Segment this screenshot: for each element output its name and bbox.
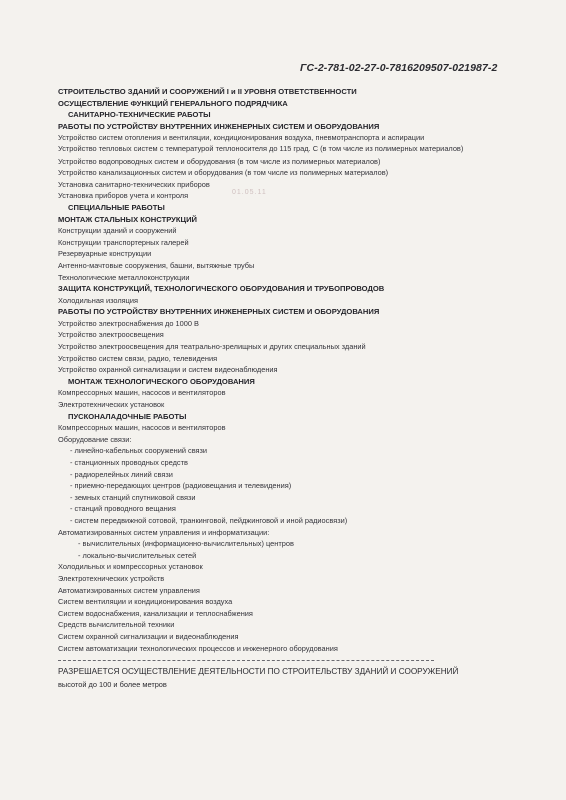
list-item: - вычислительных (информационно-вычислительных) центров — [78, 539, 294, 549]
list-item: Холодильная изоляция — [58, 295, 139, 305]
footer-permission-text: РАЗРЕШАЕТСЯ ОСУЩЕСТВЛЕНИЕ ДЕЯТЕЛЬНОСТИ ПО СТРОИТЕЛЬСТВУ ЗДАНИЙ И СООРУЖЕНИЙ — [58, 667, 459, 676]
list-item: Антенно-мачтовые сооружения, башни, вытяжные трубы — [58, 260, 255, 270]
list-item: Холодильных и компрессорных установок — [58, 562, 203, 572]
list-item: - станционных проводных средств — [70, 458, 188, 467]
section-heading: ОСУЩЕСТВЛЕНИЕ ФУНКЦИЙ ГЕНЕРАЛЬНОГО ПОДРЯДЧИКА — [58, 98, 288, 108]
list-item: Устройство систем отопления и вентиляции, кондиционирования воздуха, пневмотранспорта и аспирации — [58, 133, 425, 143]
section-heading: ЗАЩИТА КОНСТРУКЦИЙ, ТЕХНОЛОГИЧЕСКОГО ОБОРУДОВАНИЯ И ТРУБОПРОВОДОВ — [58, 284, 385, 294]
faint-stamp: 01.05.11 — [232, 189, 267, 196]
list-item: Систем охранной сигнализации и видеонаблюдения — [58, 631, 239, 641]
list-item: Устройство систем связи, радио, телевидения — [58, 353, 218, 363]
section-heading: МОНТАЖ ТЕХНОЛОГИЧЕСКОГО ОБОРУДОВАНИЯ — [68, 376, 255, 386]
list-item: Конструкции транспортерных галерей — [58, 237, 189, 247]
section-heading: ПУСКОНАЛАДОЧНЫЕ РАБОТЫ — [68, 411, 187, 421]
section-heading: СТРОИТЕЛЬСТВО ЗДАНИЙ И СООРУЖЕНИЙ I и II УРОВНЯ ОТВЕТСТВЕННОСТИ — [58, 87, 357, 96]
list-item: Конструкции зданий и сооружений — [58, 226, 177, 236]
list-item: Электротехнических устройств — [58, 573, 165, 583]
section-heading: РАБОТЫ ПО УСТРОЙСТВУ ВНУТРЕННИХ ИНЖЕНЕРНЫХ СИСТЕМ И ОБОРУДОВАНИЯ — [58, 121, 380, 131]
list-item: Электротехнических установок — [58, 400, 165, 410]
list-item: Установка приборов учета и контроля — [58, 191, 189, 201]
list-item: Резервуарные конструкции — [58, 249, 152, 259]
list-item: Автоматизированных систем управления — [58, 585, 200, 595]
list-item: Устройство электроосвещения для театрально-зрелищных и других специальных зданий — [58, 342, 366, 352]
permission-footer — [58, 666, 528, 692]
list-item: - линейно-кабельных сооружений связи — [70, 446, 208, 456]
section-heading: РАБОТЫ ПО УСТРОЙСТВУ ВНУТРЕННИХ ИНЖЕНЕРНЫХ СИСТЕМ И ОБОРУДОВАНИЯ — [58, 307, 380, 317]
list-item: Автоматизированных систем управления и информатизации: — [58, 527, 270, 537]
list-item: Устройство охранной сигнализации и систем видеонаблюдения — [58, 365, 278, 375]
list-item: Систем автоматизации технологических процессов и инженерного оборудования — [58, 643, 338, 653]
list-item: Средств вычислительной техники — [58, 620, 175, 630]
list-item: Оборудование связи: — [58, 434, 132, 444]
list-item: Устройство электроснабжения до 1000 В — [58, 318, 199, 328]
list-item: Устройство канализационных систем и оборудования (в том числе из полимерных материалов) — [58, 168, 389, 178]
list-item: Устройство водопроводных систем и оборудования (в том числе из полимерных материалов) — [58, 156, 381, 166]
list-item: Систем водоснабжения, канализации и теплоснабжения — [58, 608, 253, 618]
document-number: ГС-2-781-02-27-0-7816209507-021987-2 — [300, 62, 498, 74]
list-item: - локально-вычислительных сетей — [78, 550, 197, 560]
list-item: Компрессорных машин, насосов и вентиляторов — [58, 388, 226, 398]
activity-list — [58, 86, 518, 654]
list-item: - приемно-передающих центров (радиовещания и телевидения) — [70, 481, 292, 491]
list-item: Устройство электроосвещения — [58, 330, 164, 340]
list-item: - систем передвижной сотовой, транкинговой, пейджинговой и иной радиосвязи) — [70, 515, 348, 525]
list-item: Систем вентиляции и кондиционирования воздуха — [58, 597, 233, 607]
list-item: Установка санитарно-технических приборов — [58, 179, 210, 189]
dashed-separator — [58, 660, 434, 661]
list-item: Технологические металлоконструкции — [58, 272, 190, 282]
list-item: Устройство тепловых систем с температурой теплоносителя до 115 град. С (в том числе из полимерных материалов) — [58, 143, 464, 153]
section-heading: САНИТАРНО-ТЕХНИЧЕСКИЕ РАБОТЫ — [68, 110, 211, 120]
list-item: - земных станций спутниковой связи — [70, 492, 196, 502]
footer-height-text: высотой до 100 и более метров — [58, 680, 167, 689]
section-heading: СПЕЦИАЛЬНЫЕ РАБОТЫ — [68, 202, 165, 212]
list-item: - радиорелейных линий связи — [70, 469, 173, 479]
list-item: Компрессорных машин, насосов и вентиляторов — [58, 423, 226, 433]
section-heading: МОНТАЖ СТАЛЬНЫХ КОНСТРУКЦИЙ — [58, 214, 197, 224]
list-item: - станций проводного вещания — [70, 504, 176, 514]
